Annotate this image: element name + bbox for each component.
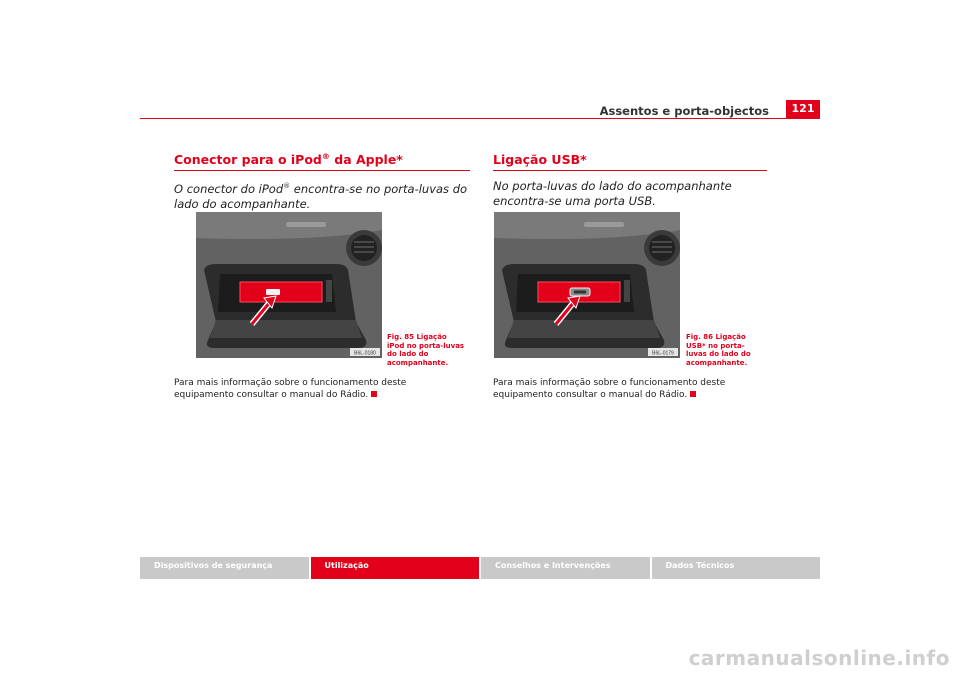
figure-86-caption: Fig. 86 Ligação USB* no porta-luvas do lado do acompanhante. bbox=[686, 333, 751, 367]
footer-tab-safety[interactable]: Dispositivos de segurança bbox=[140, 557, 309, 579]
figure-85-glovebox-ipod bbox=[196, 212, 382, 358]
section-body: Para mais informação sobre o funcionamento deste equipamento consultar o manual do Rádio. bbox=[174, 378, 407, 400]
figure-code: B6L-0179 bbox=[652, 350, 674, 357]
page-number: 121 bbox=[786, 100, 820, 118]
header-rule bbox=[140, 118, 820, 119]
footer-tab-tips-maintenance[interactable]: Conselhos e Intervenções bbox=[481, 557, 650, 579]
footer-tab-operation[interactable]: Utilização bbox=[311, 557, 480, 579]
section-title: Conector para o iPod® da Apple* bbox=[174, 152, 470, 171]
footer-tab-technical-data[interactable]: Dados Técnicos bbox=[652, 557, 821, 579]
figure-85-caption: Fig. 85 Ligação iPod no porta-luvas do lado do acompanhante. bbox=[387, 333, 465, 367]
section-intro: No porta-luvas do lado do acompanhante encontra-se uma porta USB. bbox=[493, 179, 732, 208]
footer-chapter-tabs bbox=[140, 557, 820, 579]
section-body: Para mais informação sobre o funcionamento deste equipamento consultar o manual do Rádio. bbox=[493, 378, 726, 400]
watermark: carmanualsonline.info bbox=[688, 646, 950, 670]
figure-86-glovebox-usb bbox=[494, 212, 680, 358]
section-ipod-connector bbox=[174, 152, 470, 212]
section-intro: O conector do iPod® encontra-se no porta-luvas do lado do acompanhante. bbox=[174, 181, 468, 211]
figure-code: B6L-0180 bbox=[354, 350, 376, 357]
section-end-marker bbox=[371, 391, 377, 397]
running-header-title: Assentos e porta-objectos bbox=[599, 104, 769, 118]
section-title: Ligação USB* bbox=[493, 152, 767, 171]
section-usb-connector bbox=[493, 152, 767, 209]
section-end-marker bbox=[690, 391, 696, 397]
